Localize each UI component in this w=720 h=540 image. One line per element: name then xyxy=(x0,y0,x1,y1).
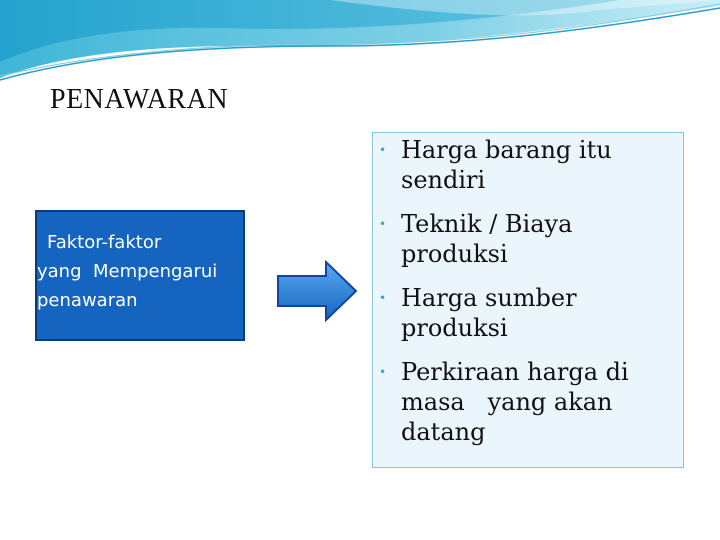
list-item-line: Perkiraan harga di xyxy=(401,358,629,386)
list-item xyxy=(373,283,681,343)
list-item-line: datang xyxy=(401,418,486,446)
factors-list xyxy=(373,133,681,461)
right-arrow-icon xyxy=(276,260,358,322)
bullet-dot-icon: • xyxy=(379,217,387,231)
list-item-line: Harga barang itu xyxy=(401,136,612,164)
list-item xyxy=(373,357,681,447)
list-item-line: sendiri xyxy=(401,166,486,194)
factors-list-box xyxy=(372,132,684,468)
list-item xyxy=(373,135,681,195)
list-item-line: produksi xyxy=(401,314,508,342)
slide-title: PENAWARAN xyxy=(50,84,229,115)
factors-box-line-1: Faktor-faktor xyxy=(47,232,162,253)
list-item-line: Harga sumber xyxy=(401,284,577,312)
factors-box xyxy=(35,210,245,341)
list-item xyxy=(373,209,681,269)
factors-box-line-3: penawaran xyxy=(37,290,138,311)
list-item-line: Teknik / Biaya xyxy=(401,210,573,238)
bullet-dot-icon: • xyxy=(379,143,387,157)
bullet-dot-icon: • xyxy=(379,365,387,379)
bullet-dot-icon: • xyxy=(379,291,387,305)
factors-box-line-2: yang Mempengarui xyxy=(37,261,218,282)
list-item-line: masa yang akan xyxy=(401,388,613,416)
header-swoosh-decoration xyxy=(0,0,720,90)
list-item-line: produksi xyxy=(401,240,508,268)
